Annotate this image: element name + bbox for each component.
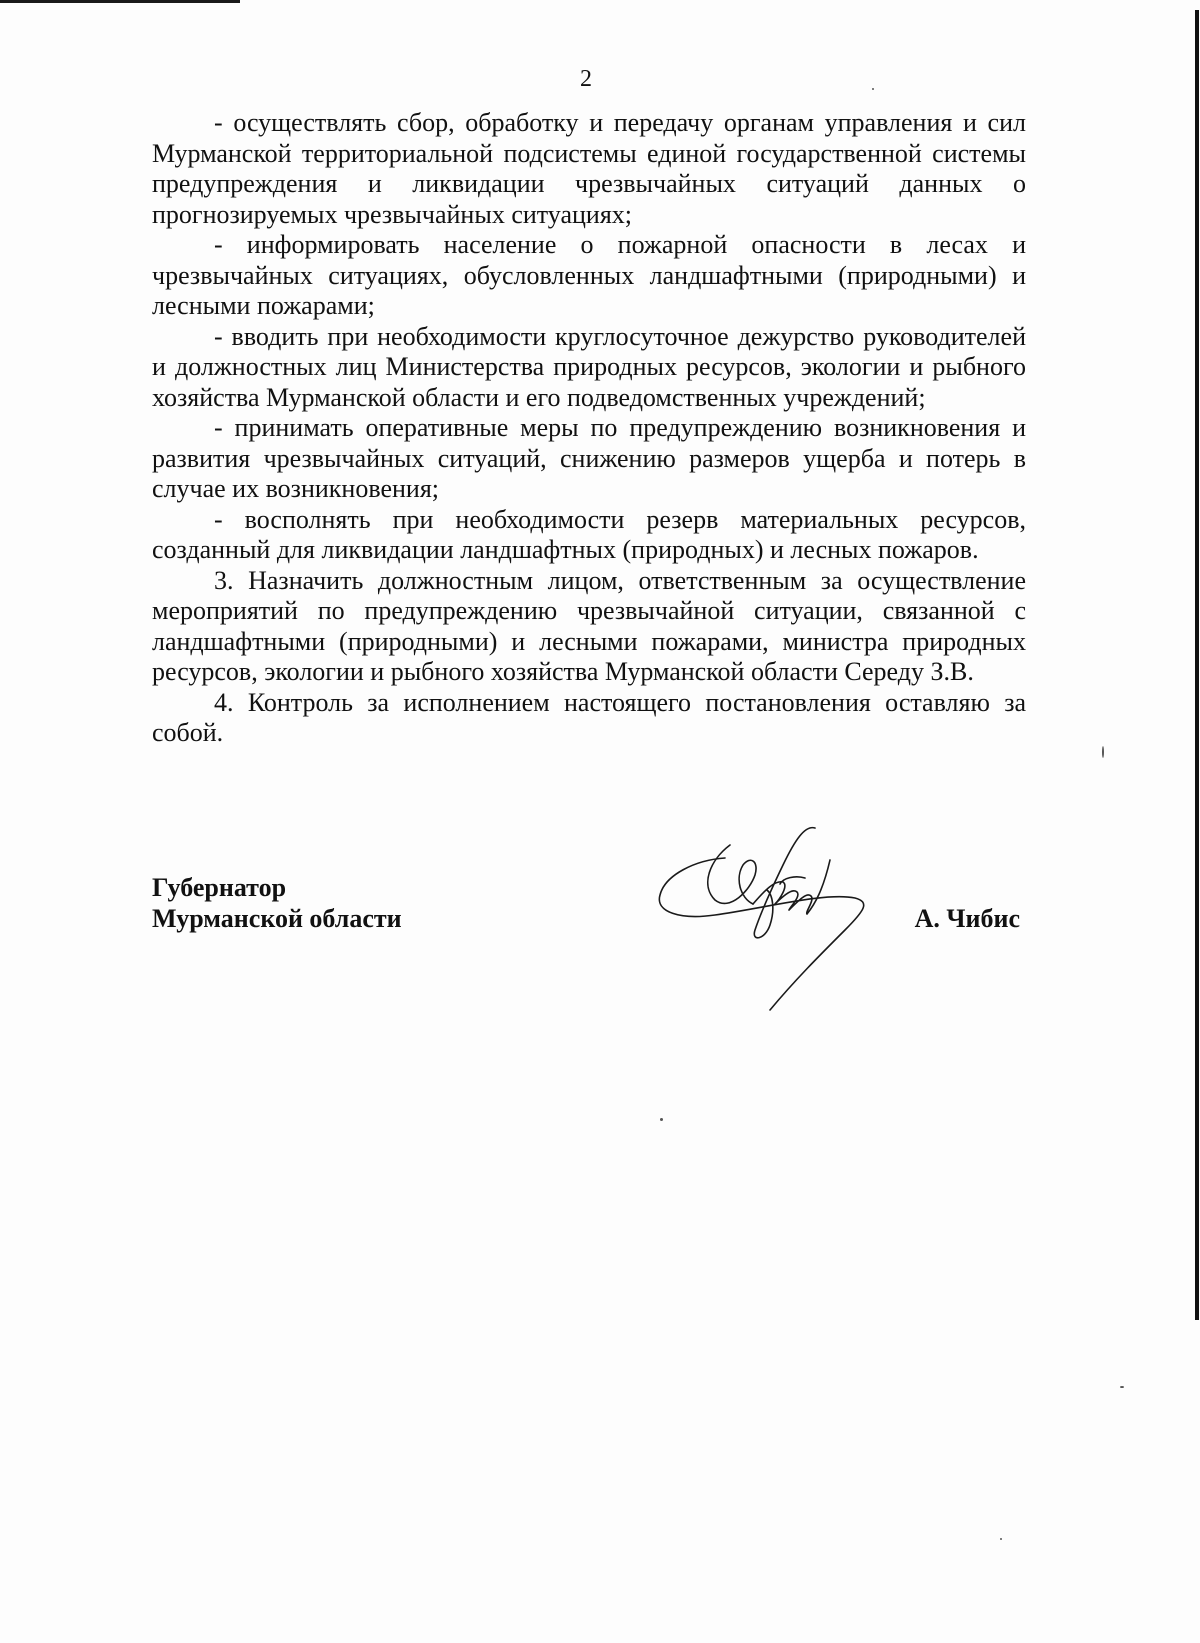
scan-speck (1000, 1538, 1002, 1540)
handwritten-signature (655, 820, 915, 1030)
scan-speck (872, 88, 874, 90)
paragraph-operational-measures: - принимать оперативные меры по предупреждению возникновения и развития чрезвычайных ситуаций, снижению размеров ущерба и потерь в случае их возникновения; (152, 413, 1026, 503)
paragraph-replenish-reserve: - восполнять при необходимости резерв материальных ресурсов, созданный для ликвидации ландшафтных (природных) и лесных пожаров. (152, 504, 1026, 564)
document-body (152, 108, 1026, 749)
signatory-name: А. Чибис (914, 904, 1020, 933)
paragraph-item-4-control: 4. Контроль за исполнением настоящего постановления оставляю за собой. (152, 687, 1026, 747)
paragraph-round-the-clock-duty: - вводить при необходимости круглосуточное дежурство руководителей и должностных лиц Министерства природных ресурсов, экологии и рыбного хозяйства Мурманской области и его подведомственных учреждений; (152, 321, 1026, 412)
scan-speck (660, 1118, 663, 1121)
scan-edge-line-top (0, 0, 240, 3)
page-number: 2 (580, 66, 592, 92)
signatory-position-line-1: Губернатор (152, 873, 287, 902)
signatory-position (152, 872, 402, 934)
scan-speck (1102, 746, 1104, 758)
scan-edge-line-right (1195, 10, 1199, 1320)
paragraph-item-3-responsible-official: 3. Назначить должностным лицом, ответственным за осуществление мероприятий по предупреждению чрезвычайной ситуации, связанной с ландшафтными (природными) и лесными пожарами, министра природных ресурсов, экологии и рыбного хозяйства Мурманской области Середу З.В. (152, 565, 1026, 686)
paragraph-inform-population: - информировать население о пожарной опасности в лесах и чрезвычайных ситуациях, обусловленных ландшафтными (природными) и лесными пожарами; (152, 230, 1026, 320)
scan-speck (1120, 1386, 1124, 1388)
signatory-position-line-2: Мурманской области (152, 904, 402, 933)
paragraph-collect-data: - осуществлять сбор, обработку и передачу органам управления и сил Мурманской территориальной подсистемы единой государственной системы предупреждения и ликвидации чрезвычайных ситуаций данных о прогнозируемых чрезвычайных ситуациях; (152, 108, 1026, 229)
